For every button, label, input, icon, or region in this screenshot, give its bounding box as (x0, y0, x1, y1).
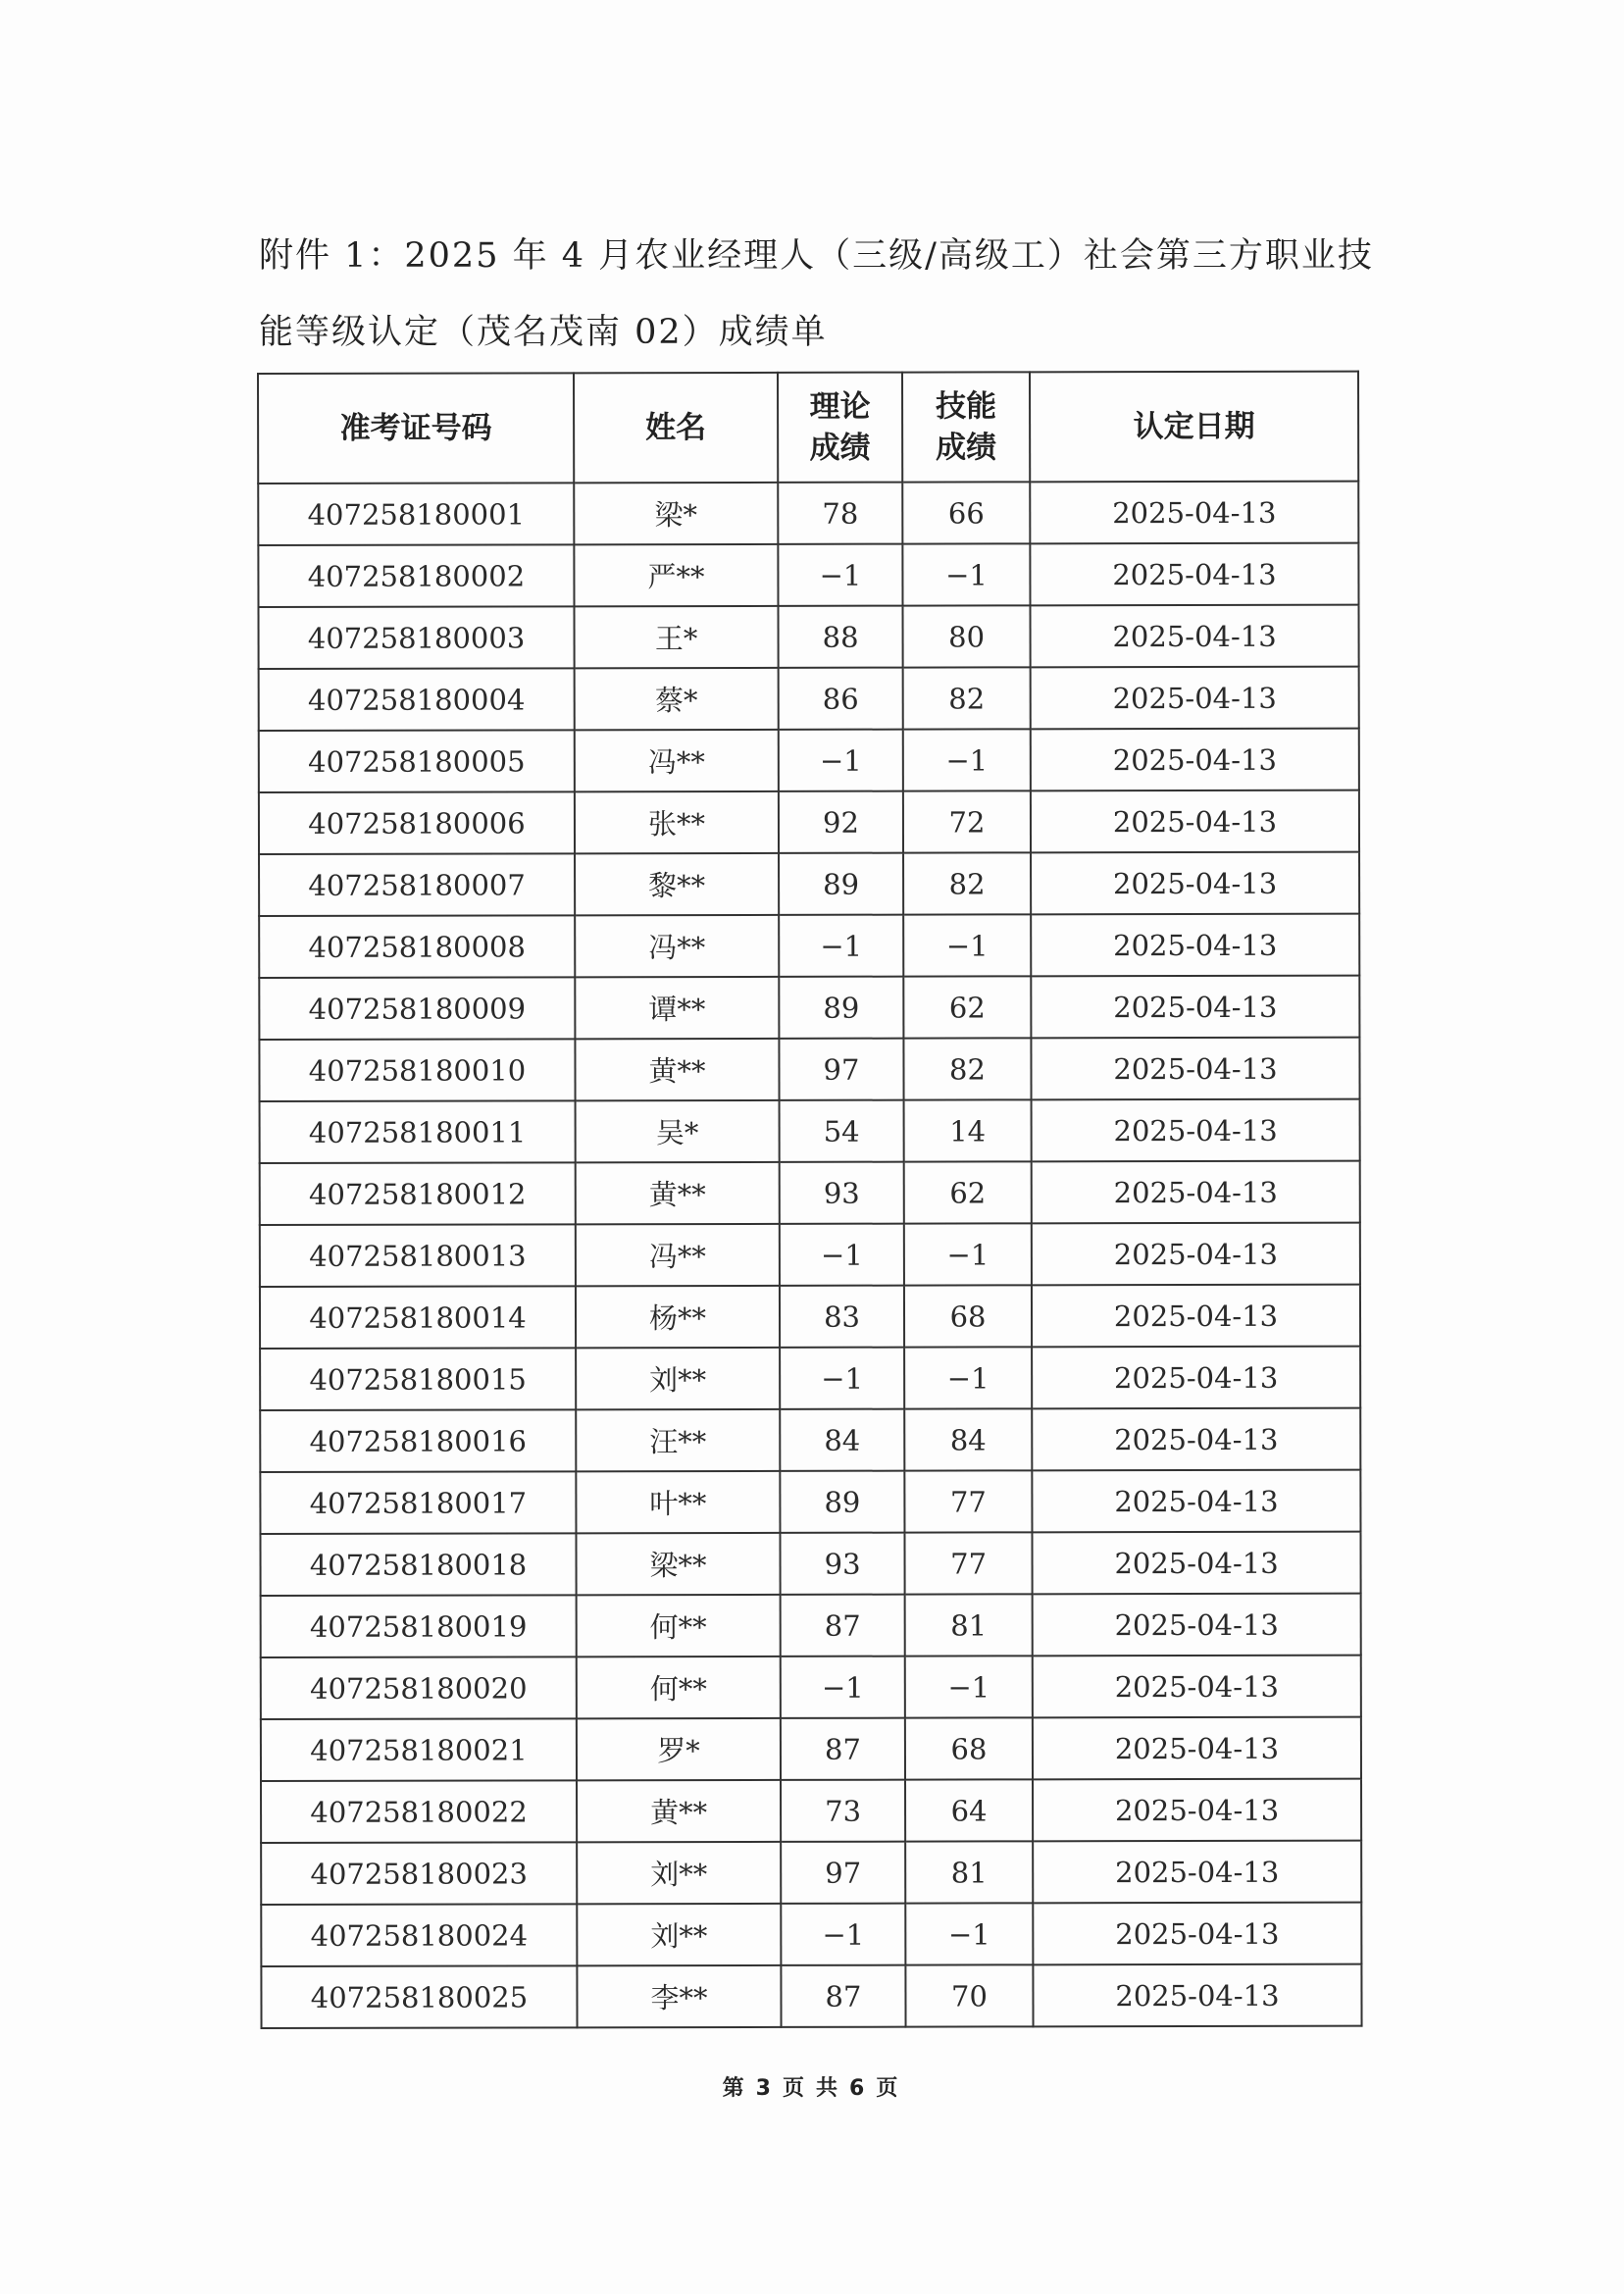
cell-theory-score: 86 (779, 668, 903, 730)
header-skill-line1: 技能 (936, 388, 997, 425)
table-row (260, 1223, 1360, 1287)
cell-date: 2025-04-13 (1033, 1656, 1361, 1718)
page-footer (0, 2071, 1624, 2102)
cell-exam-id: 407258180009 (259, 977, 575, 1040)
cell-exam-id: 407258180020 (261, 1657, 577, 1719)
cell-skill-score: 82 (903, 667, 1031, 729)
cell-exam-id: 407258180016 (260, 1409, 576, 1472)
cell-skill-score: −1 (904, 1223, 1032, 1285)
title-line-2: 能等级认定（茂名茂南 02）成绩单 (259, 313, 828, 352)
cell-date: 2025-04-13 (1031, 852, 1359, 915)
header-skill-line2: 成绩 (936, 430, 997, 466)
cell-name: 何** (577, 1657, 781, 1718)
cell-name: 严** (574, 544, 778, 606)
cell-name: 刘** (576, 1348, 780, 1409)
cell-date: 2025-04-13 (1031, 1038, 1359, 1100)
table-row (260, 1408, 1360, 1472)
cell-name: 刘** (577, 1842, 781, 1904)
cell-date: 2025-04-13 (1032, 1347, 1360, 1409)
cell-date: 2025-04-13 (1030, 543, 1358, 606)
cell-name: 张** (575, 791, 779, 853)
table-row (259, 605, 1359, 669)
cell-skill-score: 68 (904, 1285, 1032, 1347)
cell-theory-score: 73 (781, 1780, 905, 1842)
cell-name: 何** (577, 1595, 781, 1657)
cell-exam-id: 407258180005 (259, 730, 575, 792)
cell-date: 2025-04-13 (1032, 1161, 1360, 1224)
table-body (258, 482, 1361, 2028)
table-row (258, 543, 1358, 607)
cell-exam-id: 407258180012 (260, 1162, 576, 1225)
table-row (259, 852, 1359, 916)
cell-theory-score: −1 (779, 730, 903, 791)
cell-skill-score: 80 (902, 605, 1030, 667)
cell-name: 李** (577, 1965, 781, 2027)
table-row (261, 1964, 1361, 2028)
table-row (259, 729, 1359, 792)
cell-exam-id: 407258180018 (260, 1533, 576, 1596)
table-row (261, 1656, 1361, 1719)
document-title (259, 218, 1374, 371)
footer-total-pages: 6 (849, 2076, 869, 2101)
cell-skill-score: 64 (905, 1779, 1033, 1841)
cell-date: 2025-04-13 (1032, 1532, 1360, 1595)
cell-theory-score: −1 (781, 1904, 905, 1965)
cell-date: 2025-04-13 (1031, 976, 1359, 1039)
header-theory-line2: 成绩 (809, 430, 871, 466)
cell-exam-id: 407258180010 (259, 1039, 575, 1101)
cell-date: 2025-04-13 (1031, 790, 1359, 853)
cell-exam-id: 407258180004 (259, 668, 575, 731)
cell-theory-score: −1 (780, 1348, 904, 1409)
cell-theory-score: 87 (781, 1965, 905, 2027)
table-row (258, 482, 1358, 545)
cell-exam-id: 407258180024 (261, 1904, 577, 1966)
table-row (259, 1038, 1359, 1101)
cell-skill-score: −1 (902, 543, 1030, 605)
table-row (261, 1841, 1361, 1905)
cell-name: 冯** (575, 915, 779, 977)
cell-name: 蔡* (575, 668, 779, 730)
cell-name: 叶** (576, 1471, 780, 1533)
cell-theory-score: 84 (780, 1409, 904, 1471)
cell-skill-score: 66 (902, 482, 1030, 543)
table-row (260, 1470, 1360, 1534)
cell-skill-score: −1 (905, 1656, 1033, 1717)
cell-exam-id: 407258180021 (261, 1718, 577, 1781)
cell-exam-id: 407258180023 (261, 1842, 577, 1905)
cell-skill-score: 68 (905, 1717, 1033, 1779)
cell-theory-score: 89 (779, 977, 903, 1039)
cell-date: 2025-04-13 (1033, 1779, 1361, 1842)
table-row (261, 1717, 1361, 1781)
header-exam-id: 准考证号码 (258, 373, 574, 484)
table-row (259, 976, 1359, 1040)
cell-exam-id: 407258180025 (261, 1965, 577, 2028)
cell-skill-score: −1 (903, 914, 1031, 976)
cell-exam-id: 407258180013 (260, 1224, 576, 1287)
cell-skill-score: −1 (903, 729, 1031, 790)
cell-theory-score: 54 (780, 1100, 904, 1162)
cell-date: 2025-04-13 (1032, 1223, 1360, 1286)
footer-page-label: 第 (722, 2076, 748, 2101)
cell-date: 2025-04-13 (1033, 1964, 1361, 2027)
cell-name: 汪** (576, 1409, 780, 1471)
cell-skill-score: 77 (904, 1532, 1032, 1594)
cell-skill-score: 81 (905, 1594, 1033, 1656)
cell-skill-score: 14 (904, 1099, 1032, 1161)
cell-skill-score: 62 (903, 976, 1031, 1038)
table-row (259, 667, 1359, 731)
cell-name: 黄** (577, 1780, 781, 1842)
header-date: 认定日期 (1030, 372, 1358, 483)
cell-exam-id: 407258180003 (259, 606, 575, 669)
cell-date: 2025-04-13 (1030, 605, 1358, 668)
cell-exam-id: 407258180008 (259, 915, 575, 978)
cell-skill-score: 84 (904, 1408, 1032, 1470)
score-table (257, 371, 1363, 2029)
cell-date: 2025-04-13 (1033, 1903, 1361, 1965)
cell-name: 刘** (577, 1904, 781, 1965)
cell-exam-id: 407258180002 (258, 544, 574, 607)
cell-theory-score: 97 (781, 1842, 905, 1904)
cell-exam-id: 407258180019 (261, 1595, 577, 1657)
cell-theory-score: 97 (779, 1039, 903, 1100)
header-skill-score (902, 372, 1030, 482)
cell-skill-score: 62 (904, 1161, 1032, 1223)
table-header-row (258, 372, 1358, 484)
cell-theory-score: 89 (779, 853, 903, 915)
cell-skill-score: 70 (905, 1964, 1033, 2026)
cell-name: 谭** (575, 977, 779, 1039)
footer-current-page: 3 (755, 2076, 775, 2101)
cell-name: 梁** (576, 1533, 780, 1595)
cell-theory-score: −1 (781, 1657, 905, 1718)
cell-name: 杨** (576, 1286, 780, 1348)
header-name: 姓名 (574, 373, 778, 483)
table-row (261, 1779, 1361, 1843)
cell-name: 冯** (576, 1224, 780, 1286)
cell-theory-score: 78 (778, 483, 902, 544)
table-row (260, 1532, 1360, 1596)
title-line-1: 附件 1：2025 年 4 月农业经理人（三级/高级工）社会第三方职业技 (259, 236, 1374, 276)
cell-theory-score: 92 (779, 791, 903, 853)
cell-skill-score: 82 (903, 1038, 1031, 1099)
cell-name: 黎** (575, 853, 779, 915)
cell-date: 2025-04-13 (1031, 914, 1359, 977)
cell-exam-id: 407258180017 (260, 1471, 576, 1534)
cell-name: 吴* (576, 1100, 780, 1162)
cell-theory-score: 93 (780, 1162, 904, 1224)
cell-date: 2025-04-13 (1032, 1470, 1360, 1533)
table-row (259, 914, 1359, 978)
cell-date: 2025-04-13 (1030, 482, 1358, 544)
cell-theory-score: 89 (780, 1471, 904, 1533)
cell-exam-id: 407258180014 (260, 1286, 576, 1349)
cell-date: 2025-04-13 (1032, 1408, 1360, 1471)
cell-date: 2025-04-13 (1033, 1594, 1361, 1657)
cell-theory-score: −1 (780, 1224, 904, 1286)
cell-date: 2025-04-13 (1032, 1285, 1360, 1348)
cell-name: 王* (574, 606, 778, 668)
cell-name: 梁* (574, 483, 778, 544)
table-row (261, 1903, 1361, 1966)
cell-theory-score: −1 (778, 544, 902, 606)
cell-exam-id: 407258180007 (259, 853, 575, 916)
cell-theory-score: −1 (779, 915, 903, 977)
cell-date: 2025-04-13 (1031, 729, 1359, 791)
cell-exam-id: 407258180011 (260, 1100, 576, 1163)
cell-exam-id: 407258180006 (259, 791, 575, 854)
table-row (261, 1594, 1361, 1657)
header-theory-score (778, 373, 902, 483)
cell-exam-id: 407258180015 (260, 1348, 576, 1410)
cell-name: 黄** (575, 1039, 779, 1100)
cell-exam-id: 407258180001 (258, 483, 574, 545)
cell-theory-score: 87 (781, 1718, 905, 1780)
cell-skill-score: −1 (905, 1903, 1033, 1964)
cell-theory-score: 93 (780, 1533, 904, 1595)
table-row (259, 790, 1359, 854)
cell-exam-id: 407258180022 (261, 1780, 577, 1843)
cell-name: 罗* (577, 1718, 781, 1780)
footer-page-word-end: 页 (876, 2076, 902, 2101)
cell-date: 2025-04-13 (1031, 667, 1359, 730)
cell-name: 黄** (576, 1162, 780, 1224)
cell-theory-score: 87 (781, 1595, 905, 1657)
table-row (260, 1347, 1360, 1410)
table-row (260, 1285, 1360, 1349)
cell-skill-score: 77 (904, 1470, 1032, 1532)
footer-total-label: 共 (816, 2076, 842, 2101)
cell-date: 2025-04-13 (1033, 1841, 1361, 1904)
cell-skill-score: 72 (903, 790, 1031, 852)
footer-page-word: 页 (782, 2076, 808, 2101)
cell-theory-score: 88 (778, 606, 902, 668)
table-row (260, 1161, 1360, 1225)
cell-date: 2025-04-13 (1033, 1717, 1361, 1780)
cell-skill-score: 81 (905, 1841, 1033, 1903)
header-theory-line1: 理论 (809, 388, 871, 425)
cell-name: 冯** (575, 730, 779, 791)
cell-theory-score: 83 (780, 1286, 904, 1348)
cell-date: 2025-04-13 (1032, 1099, 1360, 1162)
cell-skill-score: −1 (904, 1347, 1032, 1408)
table-row (260, 1099, 1360, 1163)
cell-skill-score: 82 (903, 852, 1031, 914)
